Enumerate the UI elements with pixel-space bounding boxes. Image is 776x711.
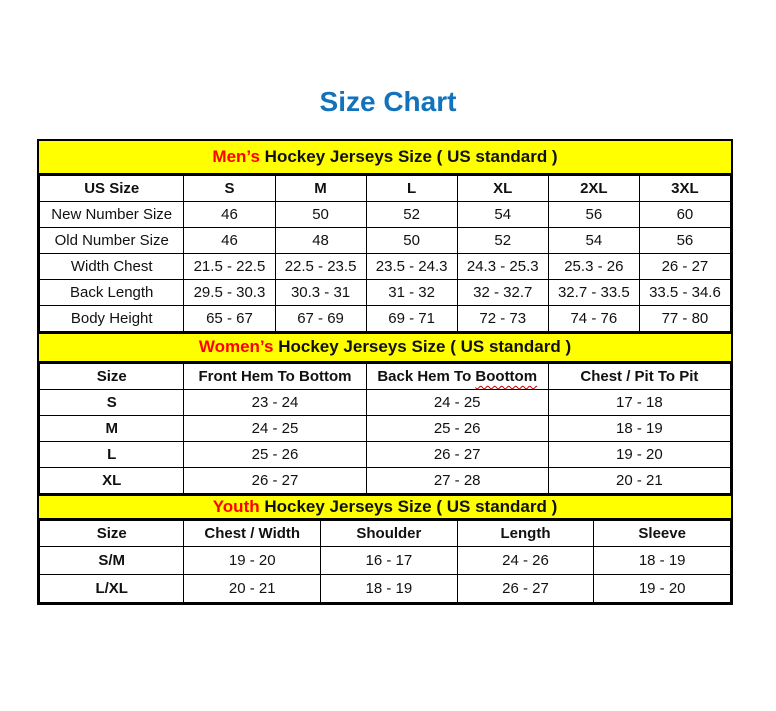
size-value-cell: 29.5 - 30.3 (184, 279, 275, 305)
size-value-cell: 74 - 76 (548, 305, 639, 331)
size-value-cell: 25 - 26 (366, 415, 548, 441)
column-header: M (275, 175, 366, 201)
row-label: XL (40, 467, 184, 493)
size-value-cell: 56 (548, 201, 639, 227)
size-value-cell: 33.5 - 34.6 (639, 279, 730, 305)
row-label: Body Height (40, 305, 184, 331)
size-value-cell: 54 (457, 201, 548, 227)
youth-section-title (39, 494, 731, 520)
table-row (40, 441, 731, 467)
size-value-cell: 50 (366, 227, 457, 253)
table-row (40, 546, 731, 574)
column-header (366, 363, 548, 389)
size-value-cell: 18 - 19 (548, 415, 730, 441)
mens-section-title-highlight: Men’s (212, 146, 260, 166)
size-value-cell: 31 - 32 (366, 279, 457, 305)
size-value-cell: 19 - 20 (548, 441, 730, 467)
size-value-cell: 50 (275, 201, 366, 227)
mens-section-title (39, 141, 731, 175)
table-row (40, 415, 731, 441)
page (0, 19, 776, 711)
size-value-cell: 20 - 21 (548, 467, 730, 493)
row-label: L/XL (40, 574, 184, 602)
column-header: Chest / Width (184, 520, 321, 546)
column-header: L (366, 175, 457, 201)
column-header: US Size (40, 175, 184, 201)
column-header: Size (40, 520, 184, 546)
size-value-cell: 77 - 80 (639, 305, 730, 331)
table-row (40, 389, 731, 415)
size-value-cell: 23 - 24 (184, 389, 366, 415)
size-value-cell: 20 - 21 (184, 574, 321, 602)
column-header: Sleeve (594, 520, 731, 546)
size-value-cell: 30.3 - 31 (275, 279, 366, 305)
youth-size-table (39, 520, 731, 603)
size-value-cell: 18 - 19 (594, 546, 731, 574)
size-value-cell: 32.7 - 33.5 (548, 279, 639, 305)
column-header: Chest / Pit To Pit (548, 363, 730, 389)
size-value-cell: 67 - 69 (275, 305, 366, 331)
table-row (40, 305, 731, 331)
size-value-cell: 26 - 27 (639, 253, 730, 279)
table-row (40, 227, 731, 253)
size-value-cell: 52 (457, 227, 548, 253)
size-value-cell: 19 - 20 (184, 546, 321, 574)
size-value-cell: 24 - 26 (457, 546, 594, 574)
column-header-row (40, 175, 731, 201)
womens-section-title-text: Hockey Jerseys Size ( US standard ) (273, 337, 572, 357)
size-value-cell: 54 (548, 227, 639, 253)
row-label: S (40, 389, 184, 415)
column-header: 2XL (548, 175, 639, 201)
table-row (40, 201, 731, 227)
mens-size-section (39, 141, 731, 332)
column-header-row (40, 520, 731, 546)
size-value-cell: 69 - 71 (366, 305, 457, 331)
size-chart (37, 139, 733, 605)
row-label: Width Chest (40, 253, 184, 279)
column-header: XL (457, 175, 548, 201)
row-label: Back Length (40, 279, 184, 305)
column-header: S (184, 175, 275, 201)
size-value-cell: 19 - 20 (594, 574, 731, 602)
size-value-cell: 60 (639, 201, 730, 227)
size-value-cell: 46 (184, 201, 275, 227)
column-header-row (40, 363, 731, 389)
youth-section-title-highlight: Youth (212, 496, 260, 516)
size-value-cell: 72 - 73 (457, 305, 548, 331)
column-header: Front Hem To Bottom (184, 363, 366, 389)
table-row (40, 279, 731, 305)
size-value-cell: 17 - 18 (548, 389, 730, 415)
row-label: S/M (40, 546, 184, 574)
size-value-cell: 27 - 28 (366, 467, 548, 493)
table-row (40, 574, 731, 602)
row-label: New Number Size (40, 201, 184, 227)
size-value-cell: 46 (184, 227, 275, 253)
size-value-cell: 26 - 27 (457, 574, 594, 602)
size-value-cell: 25 - 26 (184, 441, 366, 467)
youth-section-title-text: Hockey Jerseys Size ( US standard ) (259, 496, 558, 516)
size-value-cell: 24.3 - 25.3 (457, 253, 548, 279)
table-row (40, 253, 731, 279)
size-value-cell: 25.3 - 26 (548, 253, 639, 279)
column-header-text: Back Hem To (377, 367, 476, 385)
size-value-cell: 24 - 25 (184, 415, 366, 441)
size-value-cell: 56 (639, 227, 730, 253)
size-value-cell: 21.5 - 22.5 (184, 253, 275, 279)
table-row (40, 467, 731, 493)
misspelled-word: Boottom (475, 367, 538, 385)
womens-section-title-highlight: Women’s (198, 337, 274, 357)
mens-section-title-text: Hockey Jerseys Size ( US standard ) (259, 146, 558, 166)
row-label: M (40, 415, 184, 441)
womens-size-table (39, 363, 731, 494)
row-label: L (40, 441, 184, 467)
column-header: 3XL (639, 175, 730, 201)
column-header: Size (40, 363, 184, 389)
row-label: Old Number Size (40, 227, 184, 253)
size-value-cell: 16 - 17 (321, 546, 458, 574)
column-header: Shoulder (321, 520, 458, 546)
size-value-cell: 23.5 - 24.3 (366, 253, 457, 279)
size-value-cell: 26 - 27 (366, 441, 548, 467)
size-value-cell: 48 (275, 227, 366, 253)
size-value-cell: 65 - 67 (184, 305, 275, 331)
womens-section-title (39, 332, 731, 363)
page-title: Size Chart (319, 85, 457, 117)
mens-size-table (39, 175, 731, 332)
size-value-cell: 32 - 32.7 (457, 279, 548, 305)
size-value-cell: 26 - 27 (184, 467, 366, 493)
size-value-cell: 18 - 19 (321, 574, 458, 602)
size-value-cell: 52 (366, 201, 457, 227)
youth-size-section (39, 494, 731, 603)
womens-size-section (39, 332, 731, 494)
size-value-cell: 22.5 - 23.5 (275, 253, 366, 279)
column-header: Length (457, 520, 594, 546)
size-value-cell: 24 - 25 (366, 389, 548, 415)
